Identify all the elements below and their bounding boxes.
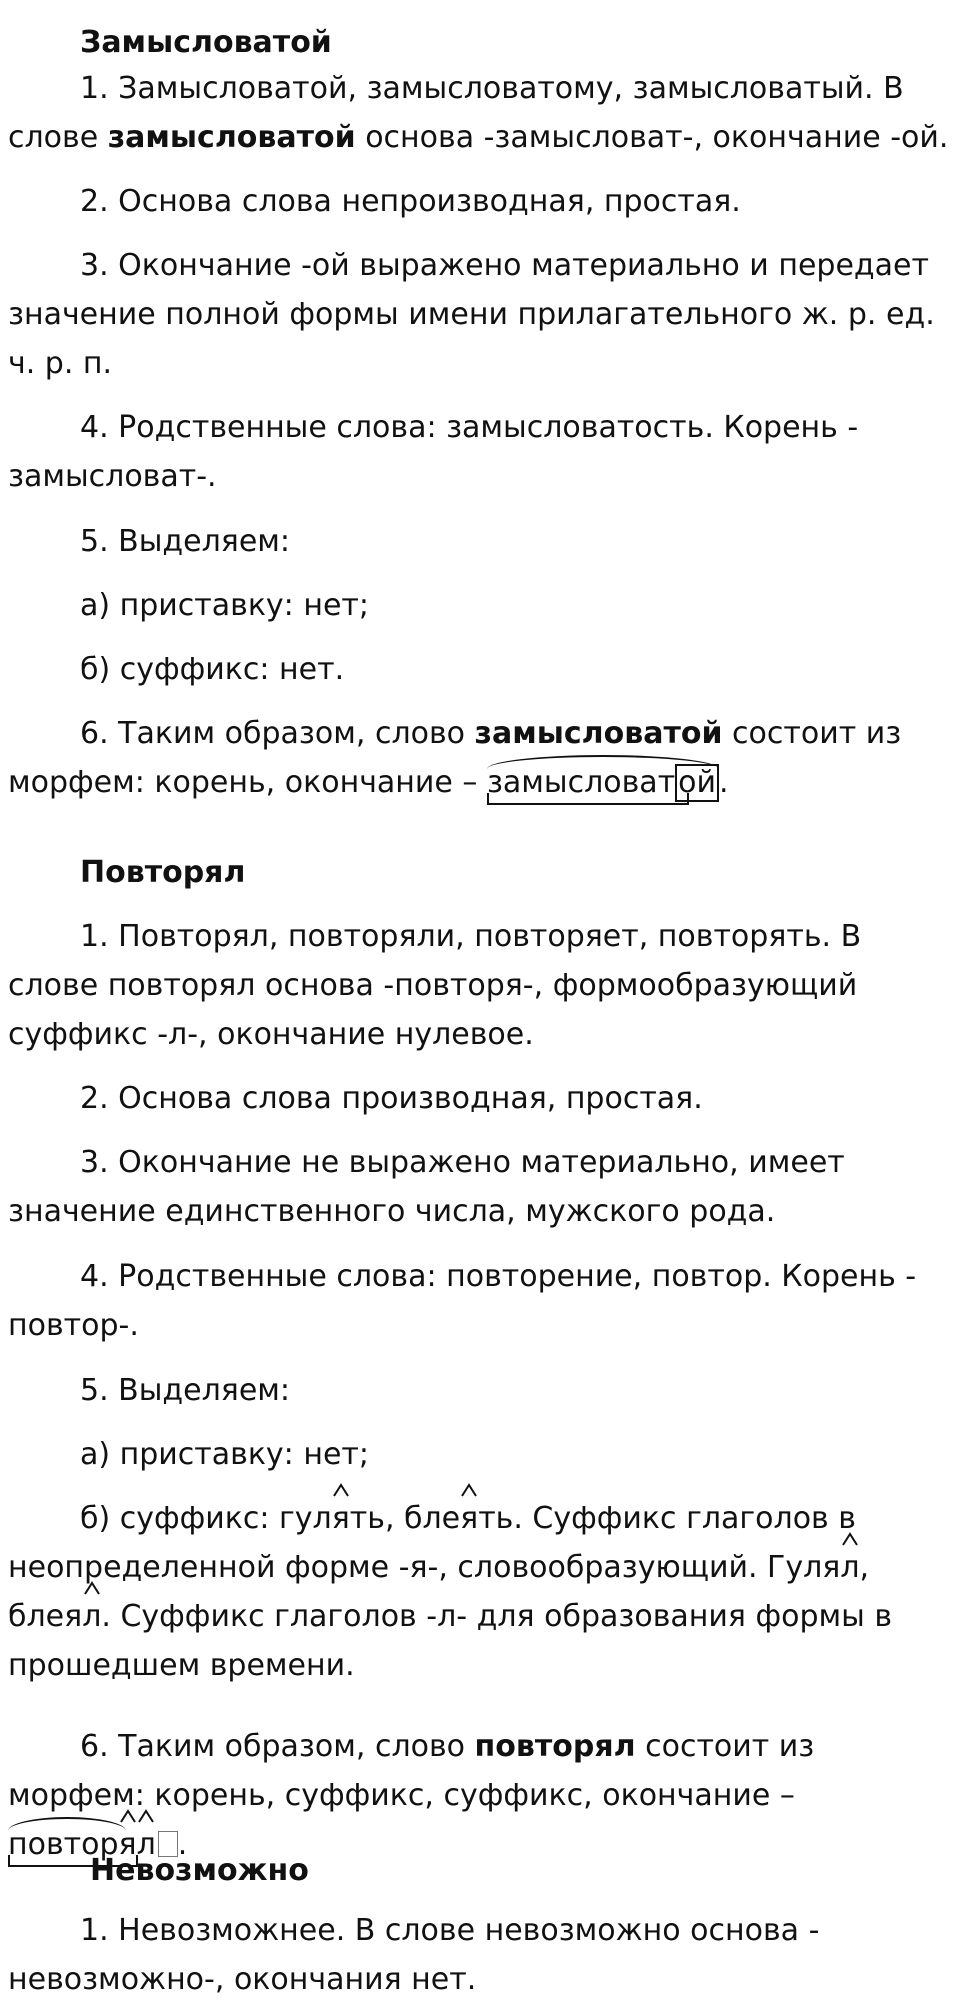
suffix-mark: я [119, 1820, 137, 1869]
paragraph-3: 3. Окончание -ой выражено материально и передает значение полной формы имени прилагательного ж. р. ед. ч. р. п. [8, 248, 935, 381]
suffix-mark: я [460, 1494, 478, 1543]
suffix-mark: л [137, 1820, 156, 1869]
base-bracket [487, 793, 689, 805]
ending-box: ой [675, 764, 719, 802]
suffix-caret-icon [461, 1482, 477, 1498]
bold-word: замысловатой [107, 120, 356, 155]
root-morpheme: повтор [8, 1827, 119, 1862]
paragraph-1-cont: слове замысловатой основа -замысловат-, окончание -ой. [8, 120, 949, 155]
paragraph-1: 1. Невозможнее. В слове невозможно основа - невозможно-, окончания нет. [8, 1913, 820, 1997]
morpheme-word [487, 758, 719, 807]
paragraph-4: 4. Родственные слова: повторение, повтор. Корень - повтор-. [8, 1259, 917, 1343]
suffix-mark: л [840, 1543, 859, 1592]
section-title: Повторял [80, 855, 246, 890]
paragraph-1: 1. Повторял, повторяли, повторяет, повторять. В слове повторял основа -повторя-, формообразующий суффикс -л-, окончание нулевое. [8, 919, 862, 1052]
paragraph-5b: б) суффикс: гул ять, бле ять. Суффикс глаголов в неопределенной форме -я-, словообразующий. Гуля л, блея л. Суффикс глаголов -л- для образования формы в прошедшем времени. [8, 1494, 952, 1690]
suffix-caret-icon [84, 1580, 100, 1596]
section-title: Замысловатой [80, 25, 332, 60]
bold-word: повторял [474, 1729, 636, 1764]
root-morpheme: замысловат [486, 765, 676, 800]
root-arc [487, 755, 719, 769]
suffix-caret-icon [333, 1482, 349, 1498]
paragraph-2: 2. Основа слова непроизводная, простая. [80, 184, 741, 219]
bold-word: замысловатой [474, 716, 723, 751]
paragraph-4: 4. Родственные слова: замысловатость. Корень - замысловат-. [8, 410, 859, 494]
root-arc [8, 1817, 126, 1831]
paragraph-5b: б) суффикс: нет. [80, 652, 345, 687]
suffix-mark: я [332, 1494, 350, 1543]
paragraph-2: 2. Основа слова производная, простая. [80, 1081, 703, 1116]
suffix-caret-icon [842, 1531, 858, 1547]
paragraph-5: 5. Выделяем: [80, 524, 291, 559]
paragraph-6: 6. Таким образом, слово замысловатой состоит из морфем: корень, окончание – замысловат ой . [8, 709, 952, 807]
suffix-caret-icon [120, 1808, 136, 1824]
paragraph-3: 3. Окончание не выражено материально, имеет значение единственного числа, мужского рода. [8, 1145, 845, 1229]
paragraph-5a: а) приставку: нет; [80, 1437, 369, 1472]
paragraph-5: 5. Выделяем: [80, 1373, 291, 1408]
paragraph-1: 1. Замысловатой, замысловатому, замысловатый. В [80, 71, 904, 106]
suffix-caret-icon [138, 1808, 154, 1824]
paragraph-6: 6. Таким образом, слово повторял состоит из морфем: корень, суффикс, суффикс, окончание – повтор я л . [8, 1722, 952, 1869]
section-title: Невозможно [90, 1853, 309, 1888]
suffix-mark: л [82, 1592, 101, 1641]
paragraph-5a: а) приставку: нет; [80, 588, 369, 623]
